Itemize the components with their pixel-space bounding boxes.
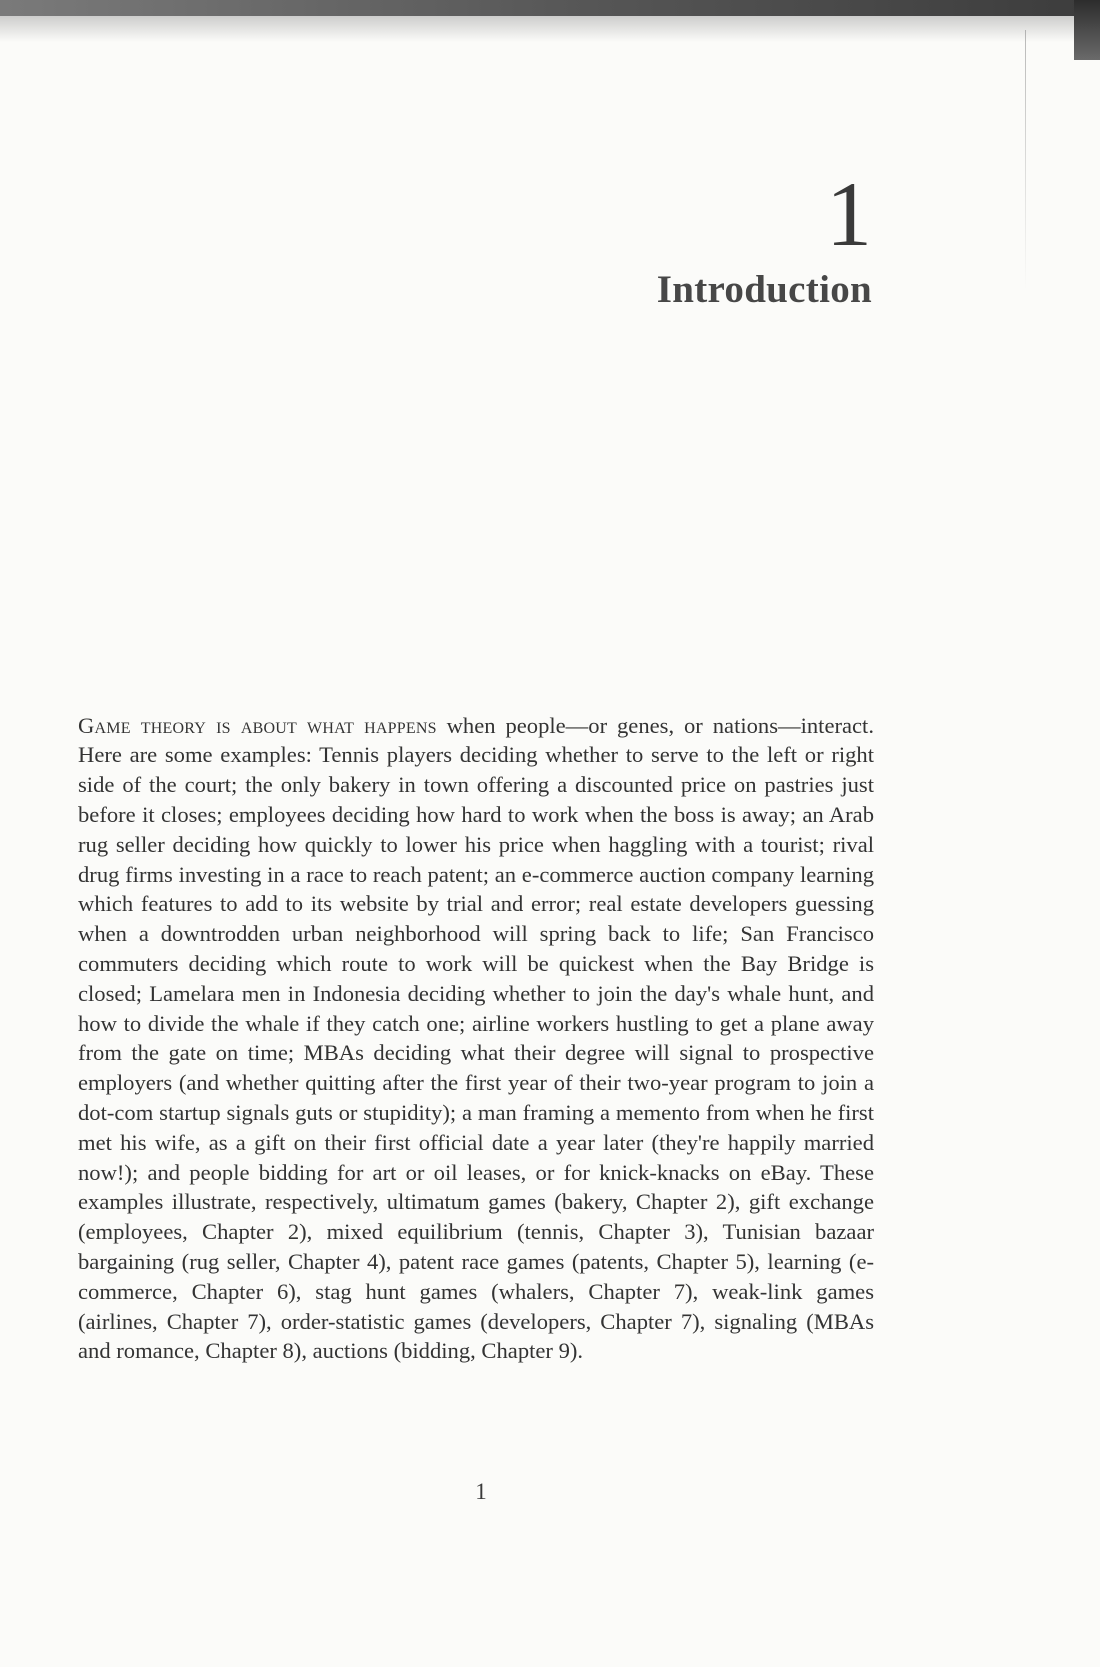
scan-edge-right	[1074, 0, 1100, 60]
scan-edge-top	[0, 0, 1100, 16]
paragraph-lead-in: Game theory is about what happens	[78, 712, 437, 738]
body-paragraph	[78, 711, 874, 1367]
paragraph-text: when people—or genes, or nations—interact. Here are some examples: Tennis players deciding whether to serve to the left or right side of the court; the only bakery in town offering a discounted price on pastries just before it closes; employees deciding how hard to work when the boss is away; an Arab rug seller deciding how quickly to lower his price when haggling with a tourist; rival drug firms investing in a race to reach patent; an e-commerce auction company learning which features to add to its website by trial and error; real estate developers guessing when a downtrodden urban neighborhood will spring back to life; San Francisco commuters deciding which route to work will be quickest when the Bay Bridge is closed; Lamelara men in Indonesia deciding whether to join the day's whale hunt, and how to divide the whale if they catch one; airline workers hustling to get a plane away from the gate on time; MBAs deciding what their degree will signal to prospective employers (and whether quitting after the first year of their two-year program to join a dot-com startup signals guts or stupidity); a man framing a memento from when he first met his wife, as a gift on their first official date a year later (they're happily married now!); and people bidding for art or oil leases, or for knick-knacks on eBay. These examples illustrate, respectively, ultimatum games (bakery, Chapter 2), gift exchange (employees, Chapter 2), mixed equilibrium (tennis, Chapter 3), Tunisian bazaar bargaining (rug seller, Chapter 4), patent race games (patents, Chapter 5), learning (e-commerce, Chapter 6), stag hunt games (whalers, Chapter 7), weak-link games (airlines, Chapter 7), order-statistic games (developers, Chapter 7), signaling (MBAs and romance, Chapter 8), auctions (bidding, Chapter 9).	[78, 712, 874, 1364]
page-number: 1	[475, 1479, 487, 1504]
scan-shadow-top	[0, 16, 1100, 42]
chapter-number: 1	[826, 163, 872, 265]
scan-line-right	[1025, 30, 1026, 290]
chapter-title: Introduction	[656, 268, 872, 311]
